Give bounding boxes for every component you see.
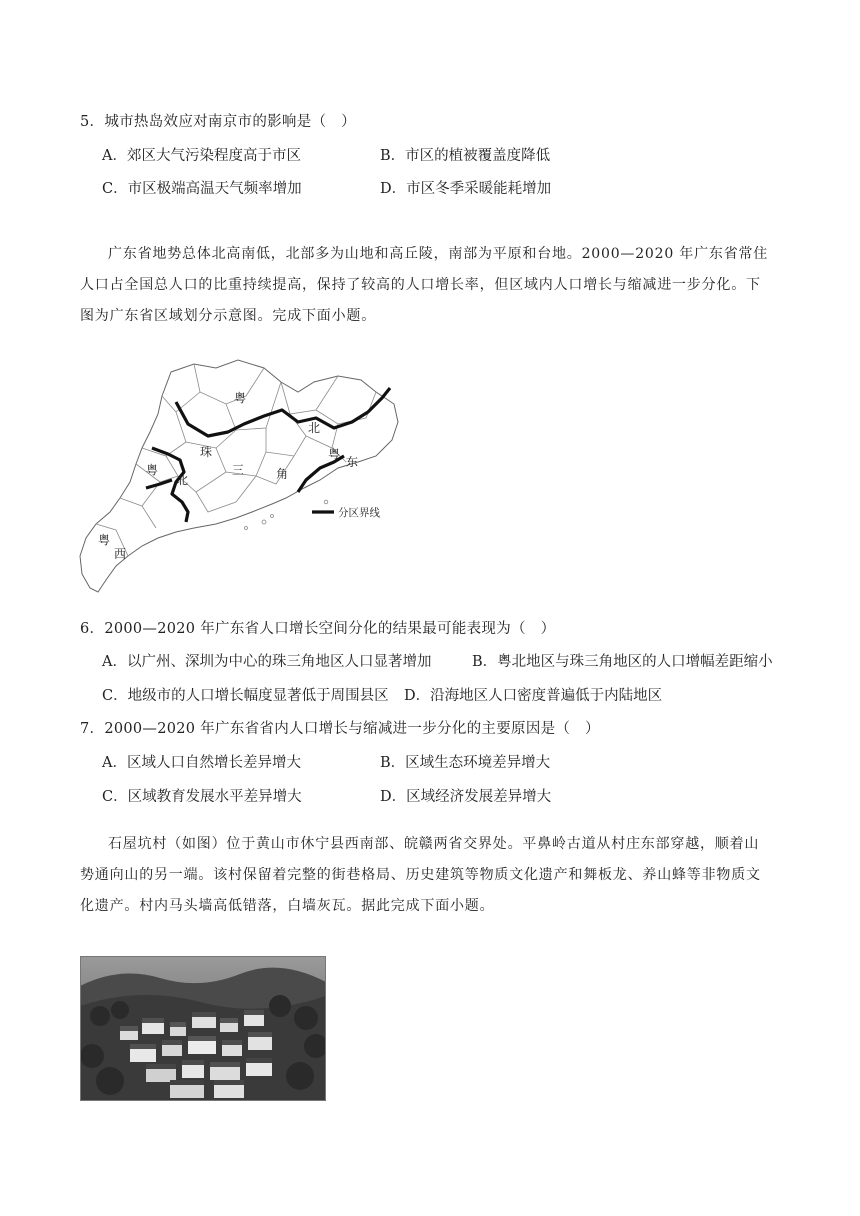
q6-option-c: C．地级市的人口增长幅度显著低于周围县区 xyxy=(102,688,389,704)
q7-option-a: A．区域人口自然增长差异增大 xyxy=(102,755,301,771)
q5-option-a: A．郊区大气污染程度高于市区 xyxy=(102,148,301,164)
map-label-yue-north-2: 粤 xyxy=(146,463,159,477)
passage-shiwukeng-line-2: 势通向山的另一端。该村保留着完整的街巷格局、历史建筑等物质文化遗产和舞板龙、养山蜂等非物质文 xyxy=(80,867,761,883)
map-label-north: 北 xyxy=(308,421,321,435)
passage-shiwukeng-line-1: 石屋坑村（如图）位于黄山市休宁县西南部、皖赣两省交界处。平鼻岭古道从村庄东部穿越，顺着山 xyxy=(108,836,760,852)
q5-option-d: D．市区冬季采暖能耗增加 xyxy=(380,181,552,197)
map-label-yue-north-1: 粤 xyxy=(234,391,247,405)
village-photo xyxy=(80,956,326,1101)
q5-option-b: B．市区的植被覆盖度降低 xyxy=(380,148,551,164)
q6-option-a: A．以广州、深圳为中心的珠三角地区人口显著增加 xyxy=(102,654,432,670)
map-label-yue-east: 粤 xyxy=(328,447,341,461)
map-label-yue-west: 粤 xyxy=(98,533,111,547)
coastal-islands xyxy=(245,500,328,529)
map-label-east: 东 xyxy=(346,455,359,469)
guangdong-region-map xyxy=(76,352,406,597)
map-label-zhu: 珠 xyxy=(200,445,213,459)
passage-guangdong-line-2: 人口占全国总人口的比重持续提高，保持了较高的人口增长率，但区域内人口增长与缩减进一步分化。下 xyxy=(80,277,761,293)
map-label-north-2: 北 xyxy=(176,473,189,487)
q5-stem: 5．城市热岛效应对南京市的影响是（ ） xyxy=(80,114,356,130)
map-label-west: 西 xyxy=(114,547,127,561)
q7-option-d: D．区域经济发展差异增大 xyxy=(380,789,552,805)
passage-shiwukeng xyxy=(80,829,780,922)
q7-option-c: C．区域教育发展水平差异增大 xyxy=(102,789,302,805)
passage-shiwukeng-line-3: 化遗产。村内马头墙高低错落，白墙灰瓦。据此完成下面小题。 xyxy=(80,898,495,914)
passage-guangdong xyxy=(80,239,780,332)
q6-option-d: D．沿海地区人口密度普遍低于内陆地区 xyxy=(404,688,663,704)
passage-guangdong-line-1: 广东省地势总体北高南低，北部多为山地和高丘陵，南部为平原和台地。2000—2020 年广东省常住 xyxy=(108,246,769,262)
q5-option-c: C．市区极端高温天气频率增加 xyxy=(102,181,302,197)
map-label-san: 三 xyxy=(232,463,245,477)
q7-stem: 7．2000—2020 年广东省省内人口增长与缩减进一步分化的主要原因是（ ） xyxy=(80,721,600,737)
q6-option-b: B．粤北地区与珠三角地区的人口增幅差距缩小 xyxy=(472,654,773,670)
map-label-jiao: 角 xyxy=(276,467,289,481)
q7-option-b: B．区域生态环境差异增大 xyxy=(380,755,551,771)
legend-boundary-label: 分区界线 xyxy=(338,507,380,519)
passage-guangdong-line-3: 图为广东省区域划分示意图。完成下面小题。 xyxy=(80,308,376,324)
q6-stem: 6．2000—2020 年广东省人口增长空间分化的结果最可能表现为（ ） xyxy=(80,621,556,637)
